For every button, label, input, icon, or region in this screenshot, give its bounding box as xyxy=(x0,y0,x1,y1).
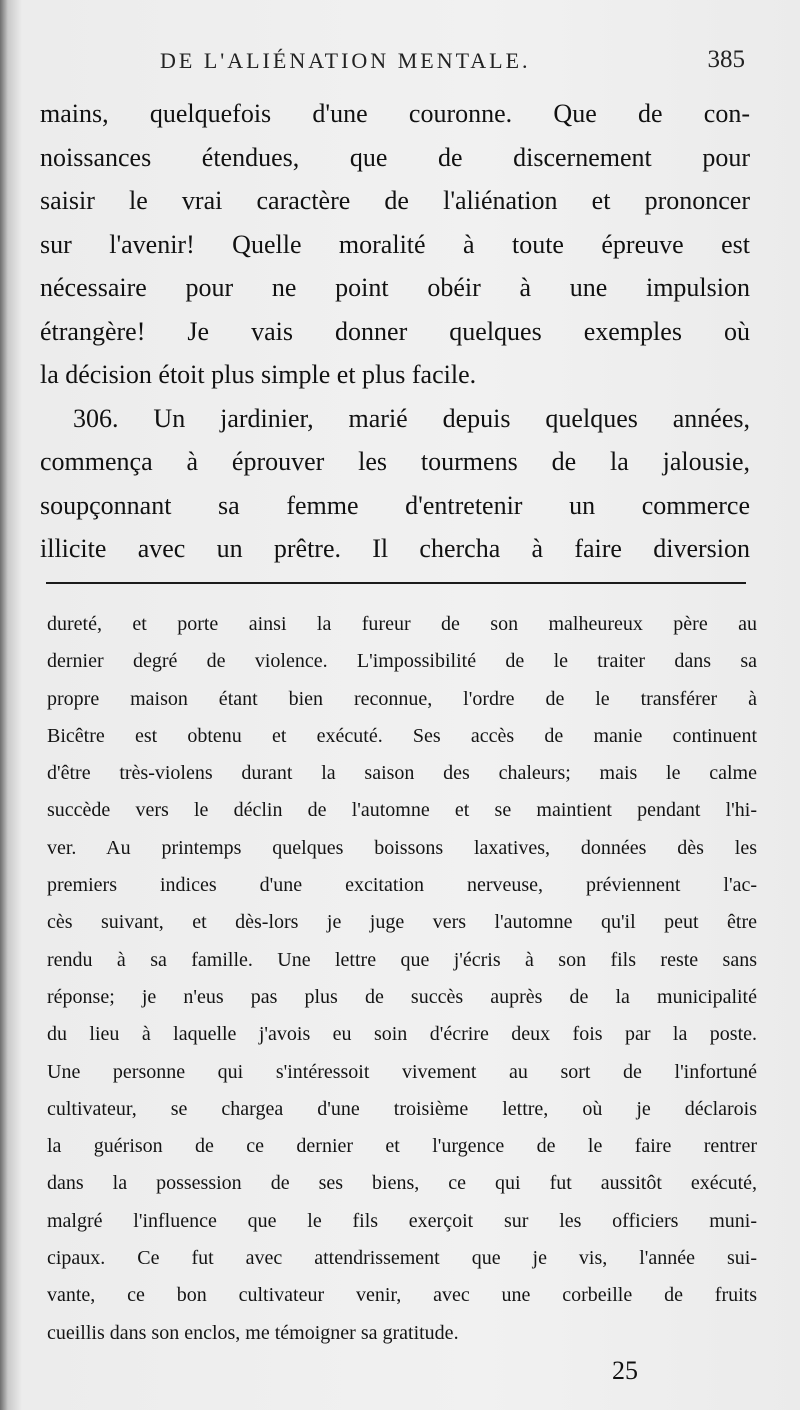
footnote-line: du lieu à laquelle j'avois eu soin d'écrire deux fois par la poste. xyxy=(47,1023,757,1046)
footnote-line: cultivateur, se chargea d'une troisième lettre, où je déclarois xyxy=(47,1097,757,1120)
footnote-line: rendu à sa famille. Une lettre que j'écris à son fils reste sans xyxy=(47,948,757,971)
main-text-line: noissances étendues, que de discernement pour xyxy=(40,142,750,172)
footnote-line: cès suivant, et dès-lors je juge vers l'automne qu'il peut être xyxy=(47,911,757,934)
main-text-line: commença à éprouver les tourmens de la jalousie, xyxy=(40,447,750,476)
main-text-line: illicite avec un prêtre. Il chercha à faire diversion xyxy=(40,534,750,563)
footnote-line: dernier degré de violence. L'impossibilité de le traiter dans sa xyxy=(47,650,757,673)
footnote-line: vante, ce bon cultivateur venir, avec une corbeille de fruits xyxy=(47,1284,757,1307)
signature-mark: 25 xyxy=(612,1356,638,1385)
main-text-line: la décision étoit plus simple et plus facile. xyxy=(40,360,477,389)
footnote-line: premiers indices d'une excitation nerveuse, préviennent l'ac- xyxy=(47,874,757,897)
footnote-line: cueillis dans son enclos, me témoigner sa gratitude. xyxy=(47,1321,459,1344)
main-text-line: étrangère! Je vais donner quelques exemples où xyxy=(40,316,750,346)
main-text-line: nécessaire pour ne point obéir à une impulsion xyxy=(40,273,750,302)
footnote-line: succède vers le déclin de l'automne et se maintient pendant l'hi- xyxy=(47,799,757,822)
footnote-line: malgré l'influence que le fils exerçoit sur les officiers muni- xyxy=(47,1209,757,1232)
main-text-line: mains, quelquefois d'une couronne. Que de con- xyxy=(40,99,750,128)
footnote-line: réponse; je n'eus pas plus de succès auprès de la municipalité xyxy=(47,985,757,1008)
footnote-line: propre maison étant bien reconnue, l'ordre de le transférer à xyxy=(47,687,757,710)
page-number: 385 xyxy=(707,46,745,73)
main-text-line: sur l'avenir! Quelle moralité à toute épreuve est xyxy=(40,229,750,259)
running-title: DE L'ALIÉNATION MENTALE. xyxy=(160,48,531,73)
footnote-line: cipaux. Ce fut avec attendrissement que je vis, l'année sui- xyxy=(47,1247,757,1270)
main-text-line: soupçonnant sa femme d'entretenir un commerce xyxy=(40,490,750,520)
main-text xyxy=(40,92,750,571)
footnote-line: ver. Au printemps quelques boissons laxatives, données dès les xyxy=(47,836,757,859)
footnote-line: dureté, et porte ainsi la fureur de son malheureux père au xyxy=(47,613,757,635)
footnote xyxy=(47,606,757,1352)
footnote-divider xyxy=(46,582,746,584)
footnote-line: dans la possession de ses biens, ce qui fut aussitôt exécuté, xyxy=(47,1172,757,1195)
running-header xyxy=(160,48,745,82)
main-text-line: 306. Un jardinier, marié depuis quelques années, xyxy=(73,403,750,433)
footnote-line: d'être très-violens durant la saison des chaleurs; mais le calme xyxy=(47,762,757,785)
main-text-line: saisir le vrai caractère de l'aliénation et prononcer xyxy=(40,186,750,215)
footnote-line: Bicêtre est obtenu et exécuté. Ses accès de manie continuent xyxy=(47,724,757,747)
footnote-line: la guérison de ce dernier et l'urgence de le faire rentrer xyxy=(47,1135,757,1158)
footnote-line: Une personne qui s'intéressoit vivement au sort de l'infortuné xyxy=(47,1060,757,1083)
